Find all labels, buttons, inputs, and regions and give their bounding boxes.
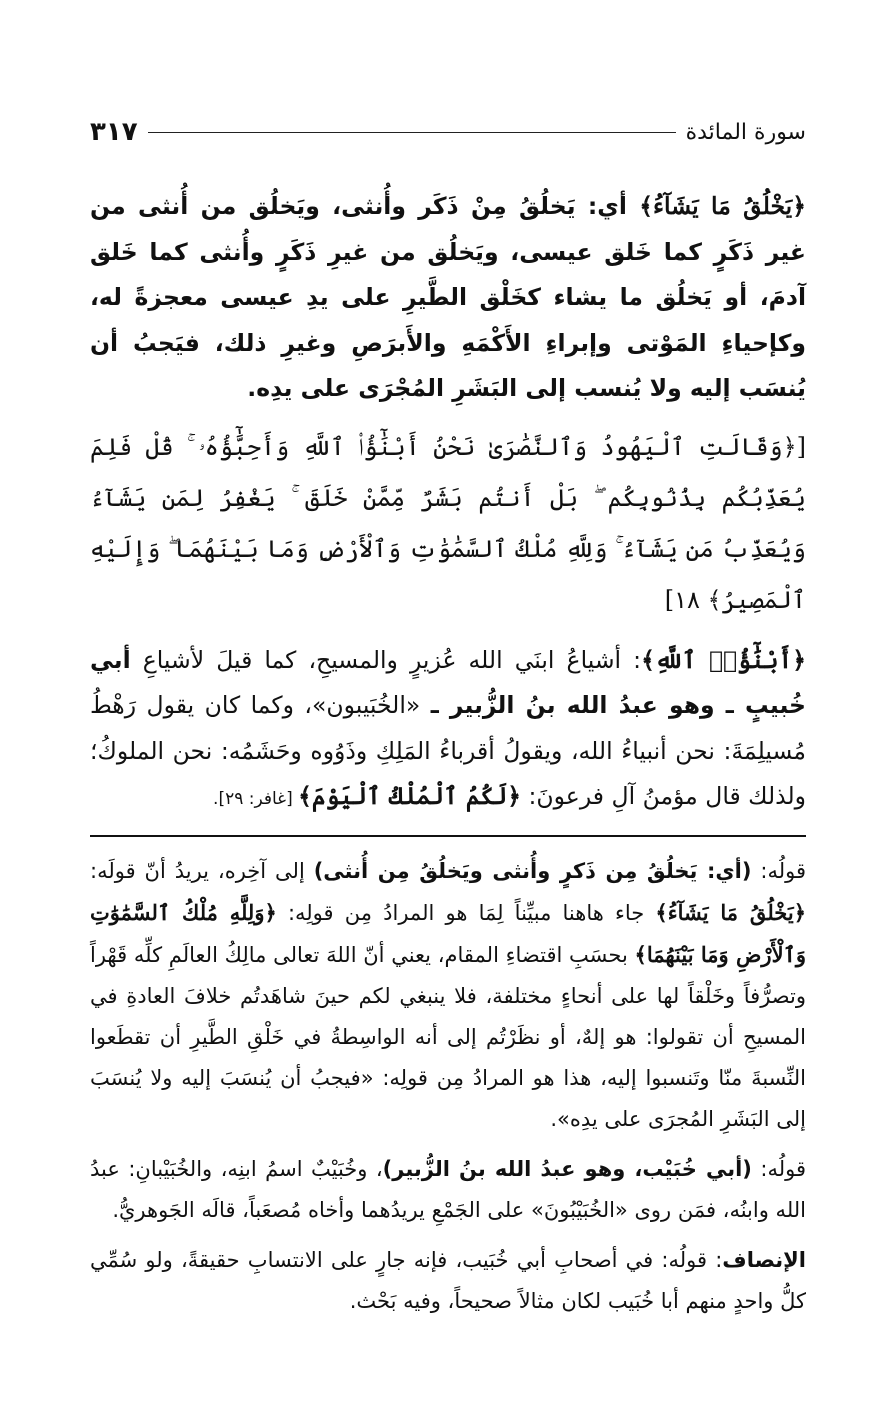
footnotes (90, 851, 806, 1322)
bold-phrase: أبي خُبيبٍ ـ وهو عبدُ الله بنُ الزُّبير ـ (90, 645, 806, 719)
footnote-text: بحسَبِ اقتضاءِ المقام، يعني أنّ اللهَ تعالى مالِكُ العالَمِ كلِّه قَهْراً وتصرُّفاً وخَلْقاً لها على أنحاءٍ مختلفة، فلا ينبغي لكم حينَ شاهَدتُم خلافَ العادةِ في المسيحِ أن تقولوا: هو إلهٌ، أو نظَرْتُم إلى أنه الواسِطةُ في خَلْقِ الطَّيرِ أن تقطَعوا النِّسبةَ منّا وتَنسبوا إليه، هذا هو المرادُ مِن قولِه: «فيجبُ أن يُنسَبَ إليه ولا يُنسَبَ إلى البَشَرِ المُجرَى على يدِه». (90, 942, 806, 1131)
ayah-18: [﴿وَقَالَتِ ٱلْيَهُودُ وَٱلنَّصَٰرَىٰ نَحْنُ أَبْنَٰٓؤُا۟ ٱللَّهِ وَأَحِبَّٰٓؤُهُۥ ۚ قُلْ فَلِمَ يُعَذِّبُكُم بِذُنُوبِكُم ۖ بَلْ أَنتُم بَشَرٌ مِّمَّنْ خَلَقَ ۚ يَغْفِرُ لِمَن يَشَآءُ وَيُعَذِّبُ مَن يَشَآءُ ۚ وَلِلَّهِ مُلْكُ ٱلسَّمَٰوَٰتِ وَٱلْأَرْضِ وَمَا بَيْنَهُمَا ۖ وَإِلَيْهِ ٱلْمَصِيرُ﴾ ١٨] (90, 432, 806, 614)
quran-quote: ﴿لَكُمُ ٱلْمُلْكُ ٱلْيَوْمَ﴾ (298, 782, 522, 810)
footnote-text: جاء هاهنا مبيِّناً لِمَا هو المرادُ مِن قولِه: (276, 900, 656, 925)
quran-quote: ﴿وَلِلَّهِ مُلْكُ ٱلسَّمَٰوَٰتِ وَٱلْأَرْضِ وَمَا بَيْنَهُمَا﴾ (90, 899, 806, 967)
footnote-3 (90, 1240, 806, 1322)
quran-quote: ﴿يَخْلُقُ مَا يَشَآءُ﴾ (655, 899, 806, 925)
footnote-lead: قولُه: (751, 1156, 806, 1181)
surah-name: سورة المائدة (685, 119, 806, 145)
surah-reference: [غافر: ٢٩]. (213, 789, 299, 809)
footnote-text: ، وخُبَيْبٌ اسمُ ابنِه، والخُبَيْبانِ: عبدُ الله وابنُه، فمَن روى «الخُبَيْبُونَ» على الجَمْعِ يريدُهما وأخاه مُصعَباً، قالَه الجَوهريُّ. (90, 1156, 806, 1222)
page (90, 110, 806, 1331)
footnote-separator (90, 835, 806, 837)
header-rule (148, 132, 676, 133)
commentary-paragraph-1 (90, 184, 806, 412)
page-header (90, 110, 806, 154)
source-label: الإنصاف (722, 1247, 806, 1272)
bold-phrase: (أي: يَخلُقُ مِن ذَكرٍ وأُنثى ويَخلُقُ مِن أُنثى) (313, 858, 752, 883)
paragraph-text: : أشياعُ ابنَي الله عُزيرٍ والمسيحِ، كما قيلَ لأشياعِ (130, 645, 642, 674)
footnote-1 (90, 851, 806, 1140)
quran-quote: ﴿يَخْلُقُ مَا يَشَآءُ﴾ (639, 192, 806, 220)
paragraph-text: أي: يَخلُقُ مِنْ ذَكَر وأُنثى، ويَخلُق من أُنثى من غير ذَكَرٍ كما خَلق عيسى، ويَخلُق من غيرِ ذَكَرٍ وأُنثى كما خَلق آدمَ، أو يَخلُق ما يشاء كخَلْق الطَّيرِ على يدِ عيسى معجزةً له، وكإحياءِ المَوْتى وإبراءِ الأَكْمَهِ والأَبرَصِ وغيرِ ذلك، فيَجبُ أن يُنسَب إليه ولا يُنسب إلى البَشَرِ المُجْرَى على يدِه. (90, 192, 806, 402)
footnote-lead: قولُه: (751, 858, 806, 883)
footnote-2 (90, 1149, 806, 1231)
quran-quote: ﴿أَبْنَٰٓؤُا۟ ٱللَّهِ﴾ (641, 645, 806, 674)
bold-phrase: (أبي خُبَيْب، وهو عبدُ الله بنُ الزُّبير) (382, 1156, 752, 1181)
page-number: ٣١٧ (90, 117, 138, 147)
paragraph-text: «الخُبَيبون»، وكما كان يقول رَهْطُ مُسيلِمَةَ: نحن أنبياءُ الله، ويقولُ أقرباءُ المَلِكِ وذَوُوه وحَشَمُه: نحن الملوكُ؛ ولذلك قال مؤمنُ آلِ فرعونَ: (90, 691, 806, 810)
commentary-paragraph-2 (90, 638, 806, 823)
main-text (90, 184, 806, 823)
footnote-text: : قولُه: في أصحابِ أبي خُبَيب، فإنه جارٍ على الانتسابِ حقيقةً، ولو سُمِّي كلُّ واحدٍ منهم أبا خُبَيب لكان مثالاً صحيحاً، وفيه بَحْث. (90, 1247, 806, 1313)
footnote-text: إلى آخِره، يريدُ أنّ قولَه: (90, 858, 314, 883)
